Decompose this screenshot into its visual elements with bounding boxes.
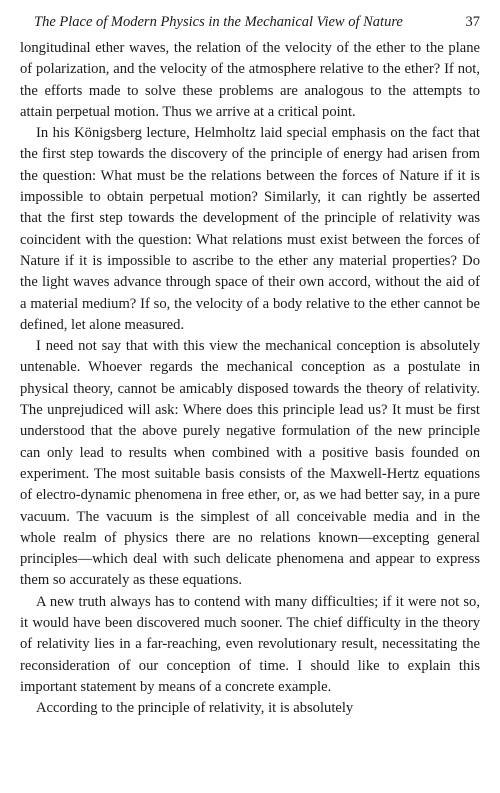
running-title: The Place of Modern Physics in the Mechanical View of Nature <box>34 14 403 30</box>
paragraph-2: In his Königsberg lecture, Helmholtz laid special emphasis on the fact that the first step towards the discovery of the principle of energy had arisen from the question: What must be the relations between the forces of Nature if it is impossible to obtain perpetual motion? Similarly, it can rightly be asserted that the first step towards the development of the principle of relativity was coincident with the question: What relations must exist between the forces of Nature if it is impossible to ascribe to the ether any material properties? Do the light waves advance through space of their own accord, without the aid of a material medium? If so, the velocity of a body relative to the ether cannot be defined, let alone measured. <box>20 125 480 333</box>
book-page <box>20 12 480 720</box>
paragraph-4: A new truth always has to contend with many difficulties; if it were not so, it would have been discovered much sooner. The chief difficulty in the theory of relativity lies in a far-reaching, even revolutionary result, necessitating the reconsideration of our conception of time. I should like to explain this important statement by means of a concrete example. <box>20 593 480 695</box>
running-head <box>20 12 480 38</box>
paragraph-3: I need not say that with this view the mechanical conception is absolutely untenable. Whoever regards the mechanical conception as a postulate in physical theory, cannot be amicably disposed towards the theory of relativity. The unprejudiced will ask: Where does this principle lead us? It must be first understood that the above purely negative formulation of the new principle can only lead to results when combined with a positive basis founded on experiment. The most suitable basis consists of the Maxwell-Hertz equations of electro-dynamic phenomena in free ether, or, as we had better say, in a pure vacuum. The vacuum is the simplest of all conceivable media and in the whole realm of physics there are no relations known—excepting general principles—which deal with such delicate phenomena and appear to express them so accurately as these equations. <box>20 338 480 589</box>
body-text <box>20 38 480 720</box>
paragraph-1: longitudinal ether waves, the relation of the velocity of the ether to the plane of polarization, and the velocity of the atmosphere relative to the ether? If not, the efforts made to solve these problems are analogous to the attempts to attain perpetual motion. Thus we arrive at a critical point. <box>20 40 480 120</box>
paragraph-5: According to the principle of relativity, it is absolutely <box>36 700 354 717</box>
page-number: 37 <box>465 14 480 30</box>
